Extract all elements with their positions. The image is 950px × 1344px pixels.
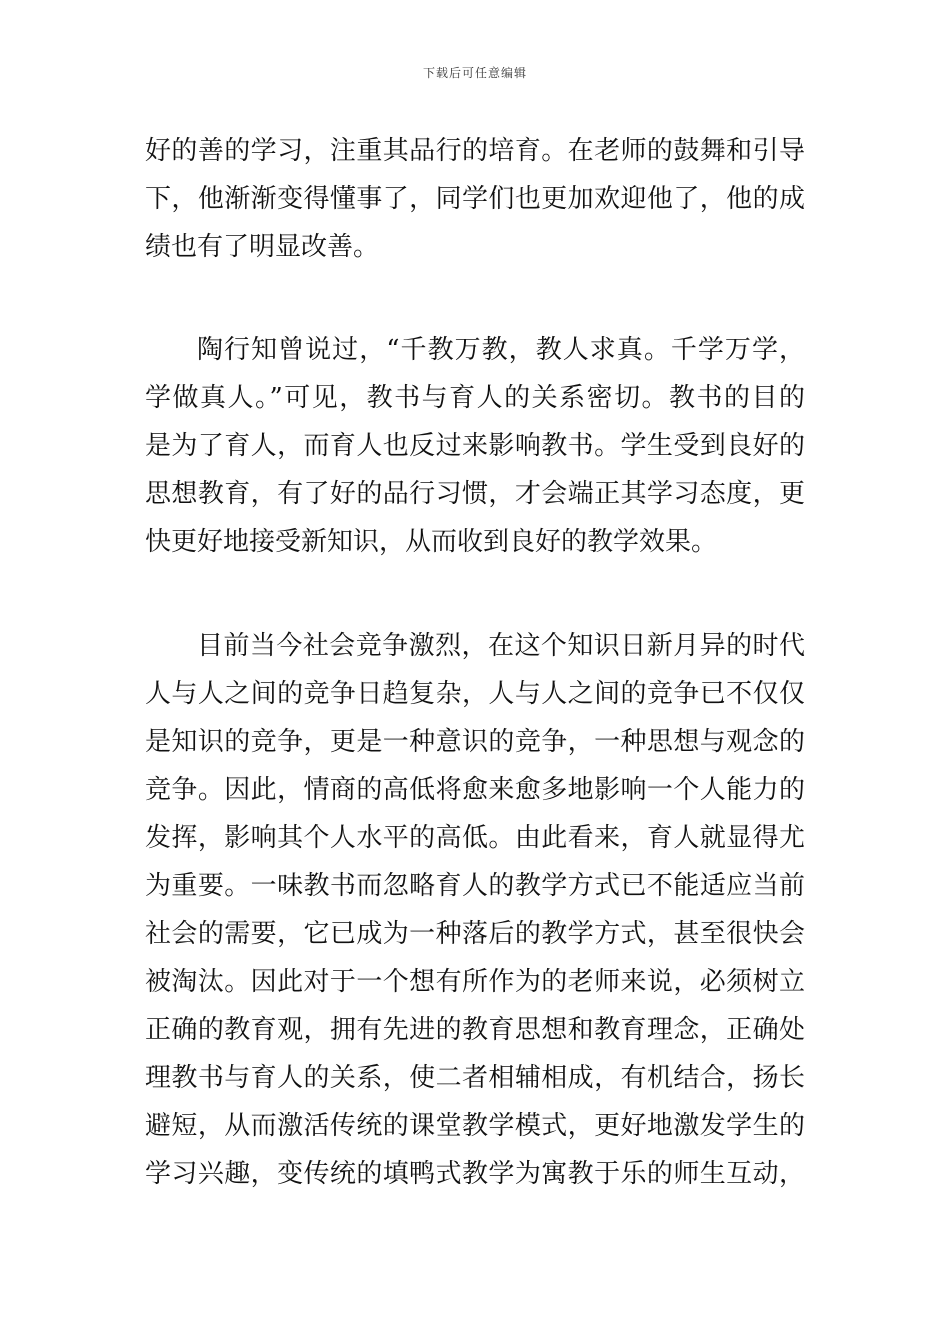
text-line: 绩也有了明显改善。 bbox=[145, 232, 380, 262]
text-line: 为重要。一味教书而忽略育人的教学方式已不能适应当前 bbox=[145, 871, 805, 901]
text-line: 学习兴趣，变传统的填鸭式教学为寓教于乐的师生互动， bbox=[145, 1159, 805, 1189]
text-line: 快更好地接受新知识，从而收到良好的教学效果。 bbox=[145, 527, 718, 557]
text-line: 避短，从而激活传统的课堂教学模式，更好地激发学生的 bbox=[145, 1111, 805, 1141]
paragraph-3-line-10 bbox=[0, 1058, 950, 1098]
text-line: 社会的需要，它已成为一种落后的教学方式，甚至很快会 bbox=[145, 919, 805, 949]
text-line: 被淘汰。因此对于一个想有所作为的老师来说，必须树立 bbox=[145, 967, 805, 997]
paragraph-2-line-2 bbox=[0, 378, 950, 418]
text-line: 学做真人。”可见，教书与育人的关系密切。教书的目的 bbox=[145, 383, 805, 413]
text-line: 是知识的竞争，更是一种意识的竞争，一种思想与观念的 bbox=[145, 727, 805, 757]
text-line: 是为了育人，而育人也反过来影响教书。学生受到良好的 bbox=[145, 431, 805, 461]
paragraph-3-line-4 bbox=[0, 770, 950, 810]
text-line: 目前当今社会竞争激烈，在这个知识日新月异的时代 bbox=[197, 631, 805, 661]
paragraph-3-line-9 bbox=[0, 1010, 950, 1050]
paragraph-3-line-8 bbox=[0, 962, 950, 1002]
text-line: 发挥，影响其个人水平的高低。由此看来，育人就显得尤 bbox=[145, 823, 805, 853]
text-line: 思想教育，有了好的品行习惯，才会端正其学习态度，更 bbox=[145, 479, 805, 509]
text-line: 正确的教育观，拥有先进的教育思想和教育理念，正确处 bbox=[145, 1015, 805, 1045]
text-line: 理教书与育人的关系，使二者相辅相成，有机结合，扬长 bbox=[145, 1063, 805, 1093]
paragraph-3-line-7 bbox=[0, 914, 950, 954]
paragraph-1-line-1 bbox=[0, 131, 950, 171]
paragraph-3-line-5 bbox=[0, 818, 950, 858]
text-line: 下，他渐渐变得懂事了，同学们也更加欢迎他了，他的成 bbox=[145, 184, 805, 214]
paragraph-3-line-3 bbox=[0, 722, 950, 762]
paragraph-3-line-1 bbox=[0, 626, 950, 666]
text-line: 陶行知曾说过，“千教万教，教人求真。千学万学， bbox=[197, 335, 805, 365]
paragraph-2-line-1 bbox=[0, 330, 950, 370]
page-header: 下载后可任意编辑 bbox=[422, 66, 527, 80]
paragraph-2-line-3 bbox=[0, 426, 950, 466]
paragraph-2-line-5 bbox=[0, 522, 950, 562]
paragraph-2-line-4 bbox=[0, 474, 950, 514]
text-line: 人与人之间的竞争日趋复杂，人与人之间的竞争已不仅仅 bbox=[145, 679, 805, 709]
paragraph-1-line-3 bbox=[0, 227, 950, 267]
paragraph-3-line-11 bbox=[0, 1106, 950, 1146]
paragraph-3-line-12 bbox=[0, 1154, 950, 1194]
text-line: 竞争。因此，情商的高低将愈来愈多地影响一个人能力的 bbox=[145, 775, 805, 805]
paragraph-3-line-2 bbox=[0, 674, 950, 714]
text-line: 好的善的学习，注重其品行的培育。在老师的鼓舞和引导 bbox=[145, 136, 805, 166]
paragraph-3-line-6 bbox=[0, 866, 950, 906]
paragraph-1-line-2 bbox=[0, 179, 950, 219]
